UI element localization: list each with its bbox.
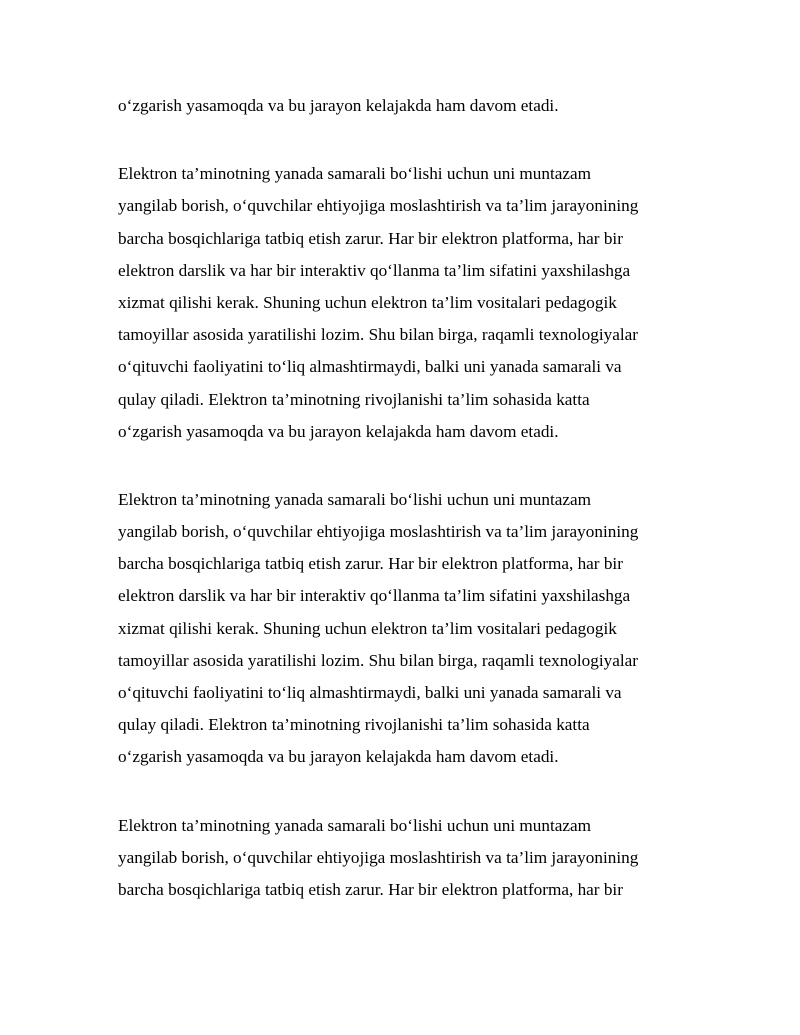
text-line: qulay qiladi. Elektron ta’minotning rivojlanishi ta’lim sohasida katta bbox=[118, 715, 590, 735]
paragraph-3 bbox=[118, 484, 738, 774]
document-body bbox=[118, 90, 738, 906]
text-line: Elektron ta’minotning yanada samarali bo‘lishi uchun uni muntazam bbox=[118, 815, 592, 835]
text-line: yangilab borish, o‘quvchilar ehtiyojiga moslashtirish va ta’lim jarayonining bbox=[118, 196, 639, 216]
paragraph-2 bbox=[118, 158, 738, 448]
text-line: o‘zgarish yasamoqda va bu jarayon kelajakda ham davom etadi. bbox=[118, 96, 559, 115]
text-line: tamoyillar asosida yaratilishi lozim. Shu bilan birga, raqamli texnologiyalar bbox=[118, 325, 638, 345]
paragraph-spacer bbox=[118, 774, 738, 810]
text-line: tamoyillar asosida yaratilishi lozim. Shu bilan birga, raqamli texnologiyalar bbox=[118, 650, 638, 670]
text-line: yangilab borish, o‘quvchilar ehtiyojiga moslashtirish va ta’lim jarayonining bbox=[118, 847, 639, 867]
text-line: barcha bosqichlariga tatbiq etish zarur. Har bir elektron platforma, har bir bbox=[118, 554, 623, 574]
text-line: elektron darslik va har bir interaktiv qo‘llanma ta’lim sifatini yaxshilashga bbox=[118, 260, 631, 280]
text-line: o‘zgarish yasamoqda va bu jarayon kelajakda ham davom etadi. bbox=[118, 421, 559, 441]
text-line: yangilab borish, o‘quvchilar ehtiyojiga moslashtirish va ta’lim jarayonining bbox=[118, 522, 639, 542]
text-line: xizmat qilishi kerak. Shuning uchun elektron ta’lim vositalari pedagogik bbox=[118, 292, 617, 312]
paragraph-spacer bbox=[118, 122, 738, 158]
text-line: o‘qituvchi faoliyatini to‘liq almashtirmaydi, balki uni yanada samarali va bbox=[118, 683, 622, 702]
paragraph-1 bbox=[118, 90, 738, 122]
paragraph-4 bbox=[118, 810, 738, 907]
paragraph-spacer bbox=[118, 448, 738, 484]
text-line: Elektron ta’minotning yanada samarali bo‘lishi uchun uni muntazam bbox=[118, 164, 592, 184]
text-line: o‘qituvchi faoliyatini to‘liq almashtirmaydi, balki uni yanada samarali va bbox=[118, 357, 622, 377]
text-line: qulay qiladi. Elektron ta’minotning rivojlanishi ta’lim sohasida katta bbox=[118, 389, 590, 409]
text-line: Elektron ta’minotning yanada samarali bo‘lishi uchun uni muntazam bbox=[118, 489, 592, 509]
text-line: elektron darslik va har bir interaktiv qo‘llanma ta’lim sifatini yaxshilashga bbox=[118, 586, 631, 606]
text-line: barcha bosqichlariga tatbiq etish zarur. Har bir elektron platforma, har bir bbox=[118, 879, 623, 899]
text-line: barcha bosqichlariga tatbiq etish zarur. Har bir elektron platforma, har bir bbox=[118, 228, 623, 248]
text-line: o‘zgarish yasamoqda va bu jarayon kelajakda ham davom etadi. bbox=[118, 747, 559, 767]
text-line: xizmat qilishi kerak. Shuning uchun elektron ta’lim vositalari pedagogik bbox=[118, 618, 617, 638]
